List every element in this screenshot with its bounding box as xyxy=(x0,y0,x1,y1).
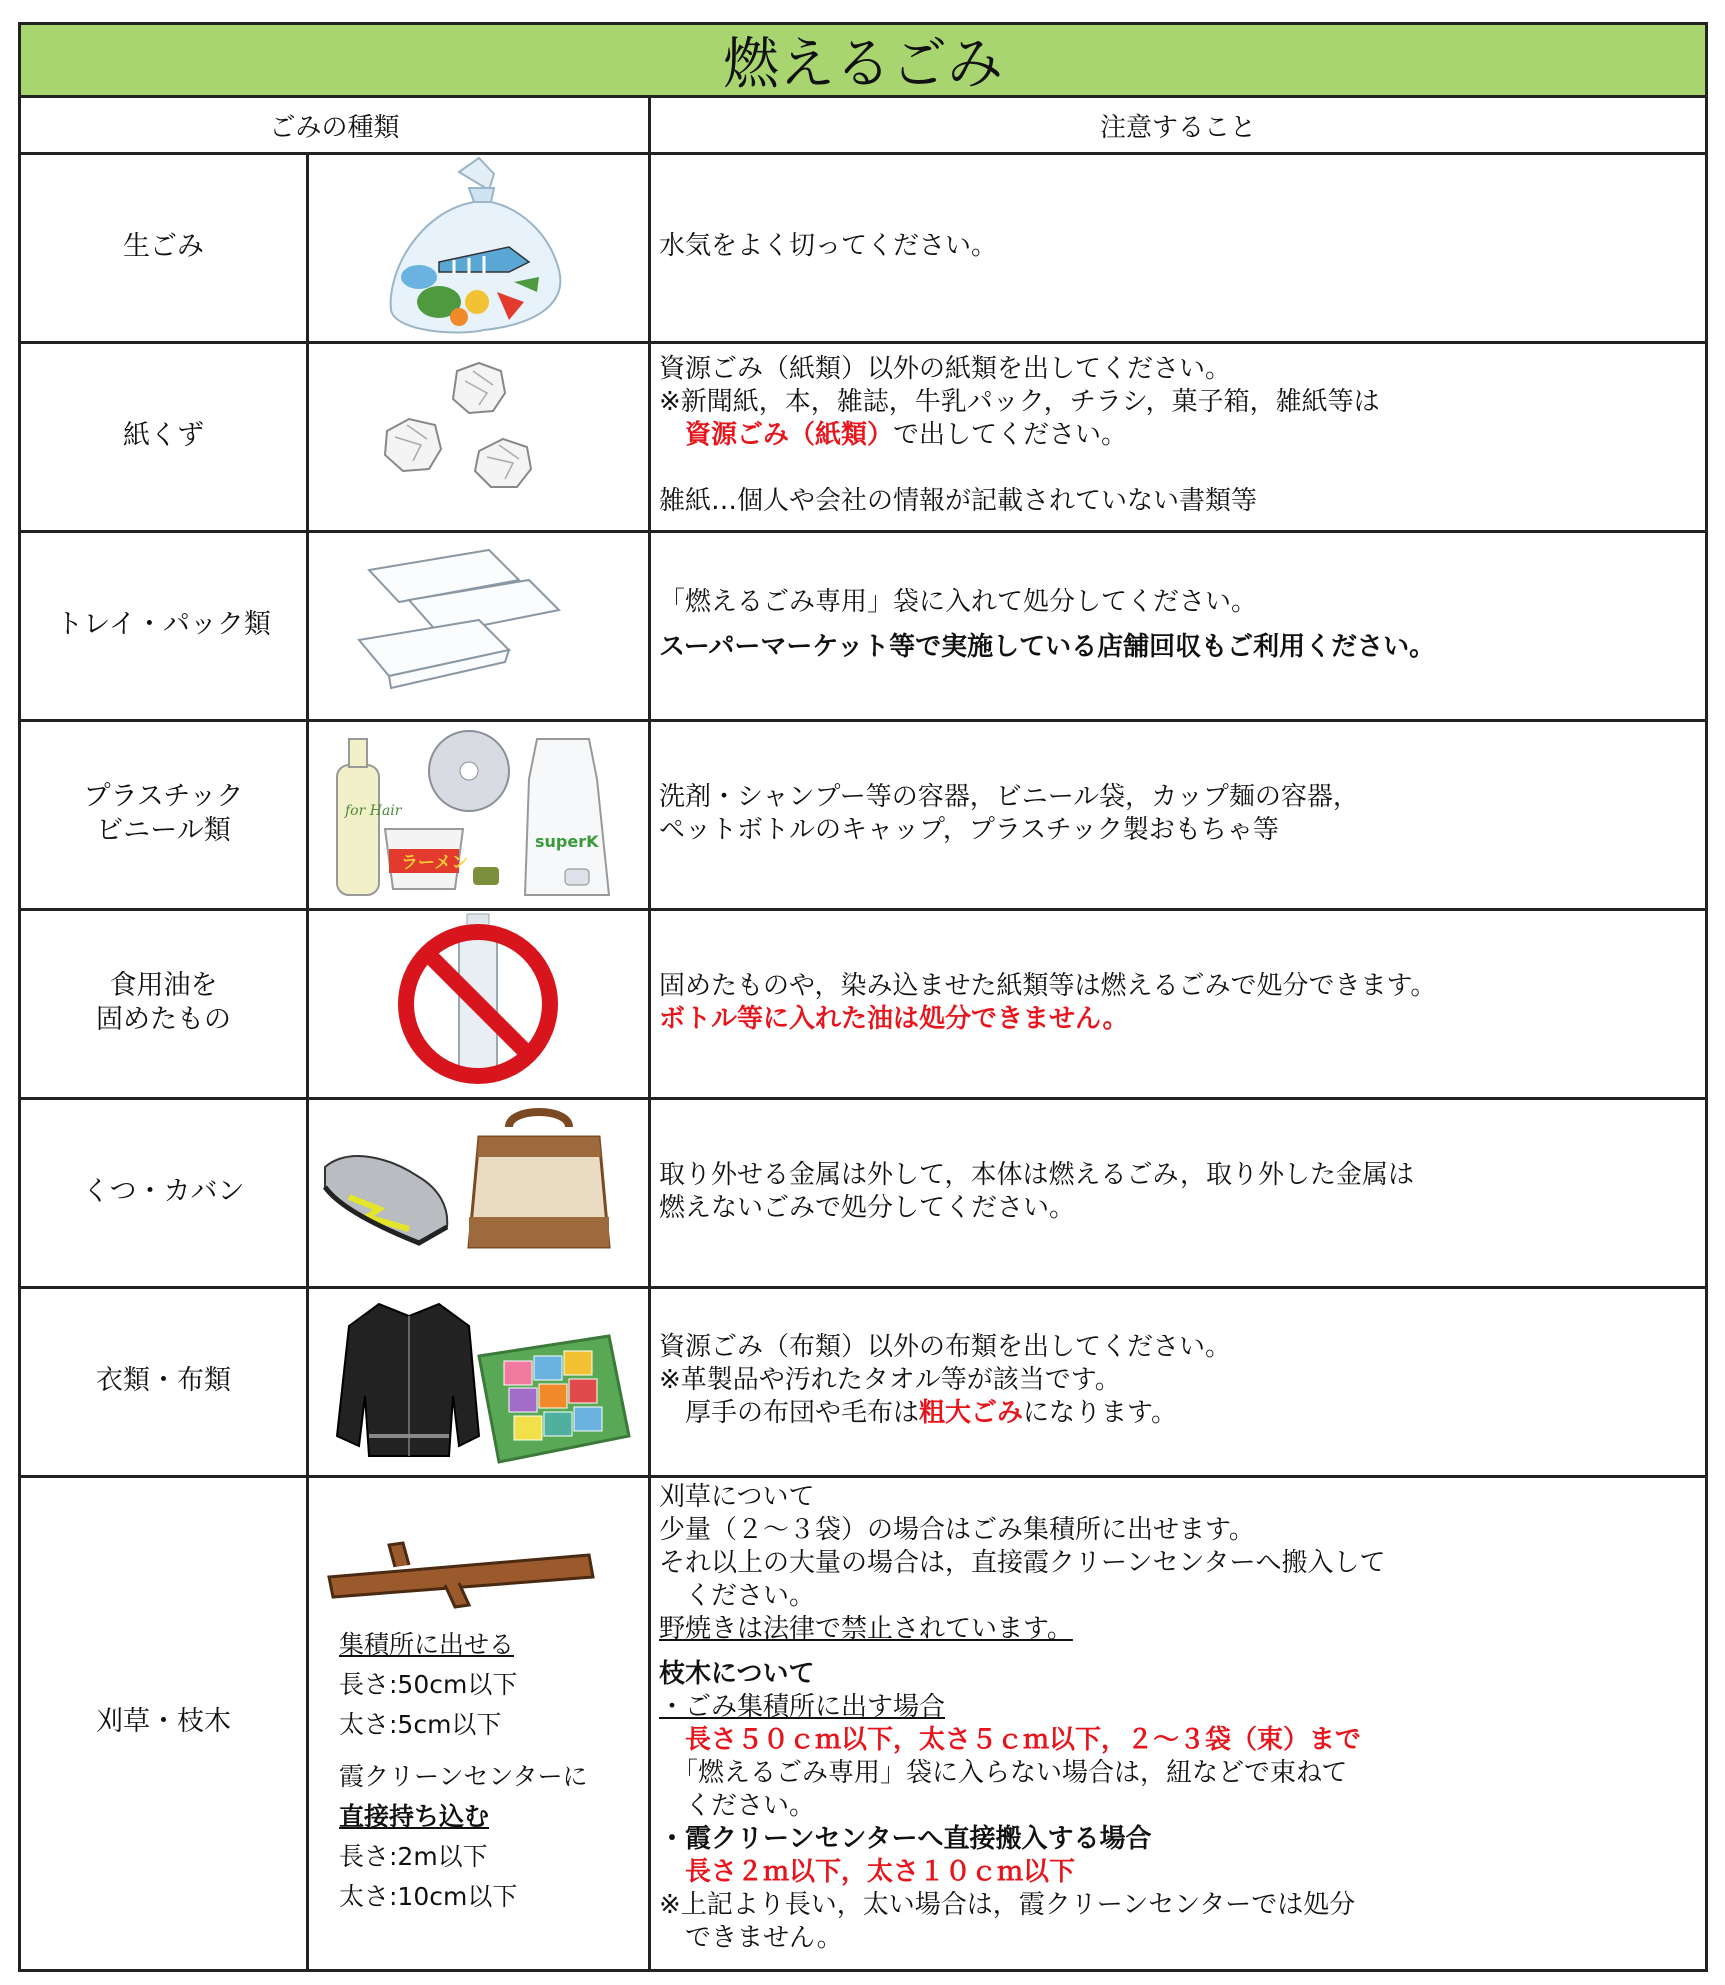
note-line: 資源ごみ（布類）以外の布類を出してください。 xyxy=(659,1332,1232,1362)
table-row-cooking-oil xyxy=(21,908,1705,1100)
note-line: ペットボトルのキャップ，プラスチック製おもちゃ等 xyxy=(659,814,1279,845)
note-text: 厚手の布団や毛布は xyxy=(685,1398,920,1428)
food-tray-illustration xyxy=(309,530,651,719)
note-line xyxy=(659,1790,1705,1823)
note-line: 野焼きは法律で禁止されています。 xyxy=(659,1614,1073,1644)
center-heading: 霞クリーンセンターに xyxy=(339,1762,588,1791)
jacket-quilt-icon xyxy=(309,1286,648,1472)
bottle-label: for Hair xyxy=(345,803,402,819)
row-name: 刈草・枝木 xyxy=(21,1475,309,1969)
row-notes xyxy=(651,719,1705,908)
note-text: になります。 xyxy=(1023,1398,1177,1428)
note-heading: 枝木について xyxy=(659,1659,815,1689)
table-row-grass-branches xyxy=(21,1475,1705,1969)
row-notes xyxy=(651,908,1705,1097)
note-line: 刈草について xyxy=(659,1482,815,1512)
row-notes xyxy=(651,152,1705,341)
header-note: 注意すること xyxy=(1099,112,1256,143)
table-row-trays xyxy=(21,530,1705,722)
crumpled-paper-icon xyxy=(309,341,648,527)
bag-label: superK xyxy=(535,832,599,851)
limit-line: 長さ:2m以下 xyxy=(339,1842,488,1871)
note-highlight: 長さ２ｍ以下，太さ１０ｃｍ以下 xyxy=(685,1857,1076,1887)
shoe-bag-illustration xyxy=(309,1097,651,1286)
branch-illustration xyxy=(309,1475,651,1969)
note-line: 水気をよく切ってください。 xyxy=(659,231,998,261)
table-row-paper-scraps xyxy=(21,341,1705,533)
limit-line: 太さ:5cm以下 xyxy=(339,1710,502,1739)
collection-point-heading: 集積所に出せる xyxy=(339,1630,515,1659)
note-line: ※上記より長い，太い場合は，霞クリーンセンターでは処分 xyxy=(659,1890,1356,1920)
note-text: ください。 xyxy=(685,1581,816,1611)
branch-limits xyxy=(339,1625,588,1917)
row-name: くつ・カバン xyxy=(21,1097,309,1286)
note-line xyxy=(659,1724,1705,1757)
table-row-food-waste xyxy=(21,152,1705,344)
shoe-bag-icon xyxy=(309,1097,648,1283)
limit-line: 太さ:10cm以下 xyxy=(339,1882,518,1911)
no-bottle-illustration xyxy=(309,908,651,1097)
note-line xyxy=(659,1757,1705,1790)
note-line xyxy=(659,1580,1705,1613)
note-line: ・ごみ集積所に出す場合 xyxy=(659,1692,946,1722)
note-text: で出してください。 xyxy=(893,420,1128,450)
row-name: 衣類・布類 xyxy=(21,1286,309,1475)
note-line: 固めたものや，染み込ませた紙類等は燃えるごみで処分できます。 xyxy=(659,970,1437,1001)
jacket-fabric-illustration xyxy=(309,1286,651,1475)
note-line xyxy=(659,1856,1705,1889)
note-highlight: 粗大ごみ xyxy=(919,1398,1024,1428)
plastic-items-icon xyxy=(309,719,648,905)
note-line xyxy=(659,1922,1705,1955)
header-category: ごみの種類 xyxy=(21,98,651,152)
limit-line: 長さ:50cm以下 xyxy=(339,1670,518,1699)
food-waste-bag-illustration xyxy=(309,152,651,341)
note-line: ※新聞紙，本，雑誌，牛乳パック，チラシ，菓子箱，雑紙等は xyxy=(659,387,1380,417)
note-text: できません。 xyxy=(685,1923,843,1953)
row-name: 食用油を 固めたもの xyxy=(21,908,309,1097)
prohibited-bottle-icon xyxy=(309,908,648,1094)
row-notes xyxy=(651,530,1705,719)
note-line: 雑紙…個人や会社の情報が記載されていない書類等 xyxy=(659,486,1258,516)
row-name: プラスチック ビニール類 xyxy=(21,719,309,908)
table-row-clothing xyxy=(21,1286,1705,1478)
row-name: 紙くず xyxy=(21,341,309,530)
note-line: 「燃えるごみ専用」袋に入れて処分してください。 xyxy=(659,586,1258,617)
table-row-shoes-bags xyxy=(21,1097,1705,1289)
tray-icon xyxy=(309,530,648,716)
note-line xyxy=(659,419,1705,452)
direct-bring-heading: 直接持ち込む xyxy=(339,1802,490,1831)
note-highlight: 資源ごみ（紙類） xyxy=(685,420,894,450)
note-line: 燃えないごみで処分してください。 xyxy=(659,1192,1076,1223)
branch-icon xyxy=(309,1505,648,1615)
table-row-plastics xyxy=(21,719,1705,911)
note-text: 「燃えるごみ専用」袋に入らない場合は，紐などで束ねて xyxy=(685,1758,1348,1788)
note-text: ください。 xyxy=(685,1791,816,1821)
crumpled-paper-illustration xyxy=(309,341,651,530)
row-notes xyxy=(651,1475,1705,1969)
note-line: 資源ごみ（紙類）以外の紙類を出してください。 xyxy=(659,354,1232,384)
row-name: トレイ・パック類 xyxy=(21,530,309,719)
plastic-items-illustration xyxy=(309,719,651,908)
bowl-label: ラーメン xyxy=(401,853,469,873)
note-line: 少量（２～３袋）の場合はごみ集積所に出せます。 xyxy=(659,1515,1255,1545)
note-line: 洗剤・シャンプー等の容器，ビニール袋，カップ麺の容器， xyxy=(659,781,1359,812)
note-line: スーパーマーケット等で実施している店舗回収もご利用ください。 xyxy=(659,631,1436,662)
table-header xyxy=(21,98,1705,155)
note-line: ボトル等に入れた油は処分できません。 xyxy=(659,1003,1129,1034)
note-highlight: 長さ５０ｃｍ以下，太さ５ｃｍ以下，２～３袋（束）まで xyxy=(685,1725,1362,1755)
row-name: 生ごみ xyxy=(21,152,309,341)
note-line: それ以上の大量の場合は，直接霞クリーンセンターへ搬入して xyxy=(659,1548,1386,1578)
row-notes xyxy=(651,1286,1705,1475)
page-title: 燃えるごみ xyxy=(21,25,1705,98)
row-notes xyxy=(651,1097,1705,1286)
waste-table xyxy=(18,22,1708,1972)
fish-bag-icon xyxy=(309,152,648,338)
note-line: 取り外せる金属は外して，本体は燃えるごみ，取り外した金属は xyxy=(659,1159,1415,1190)
note-line xyxy=(659,1397,1705,1430)
note-line: ※革製品や汚れたタオル等が該当です。 xyxy=(659,1365,1121,1395)
note-line: ・霞クリーンセンターへ直接搬入する場合 xyxy=(659,1824,1152,1854)
row-notes xyxy=(651,341,1705,530)
